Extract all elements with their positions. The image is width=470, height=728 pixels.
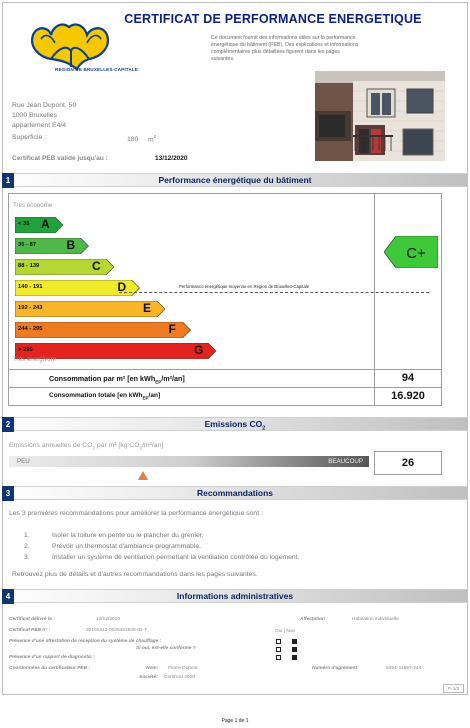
energy-class-letter: A — [41, 217, 50, 231]
energy-class-b — [15, 238, 89, 254]
affectation-label: Affectation : — [300, 617, 328, 622]
energy-class-e — [15, 301, 165, 317]
section-1-header — [2, 173, 468, 187]
section-2-header — [2, 417, 468, 431]
section-4-number: 4 — [2, 589, 14, 604]
current-class-value: C+ — [406, 245, 426, 262]
energy-class-range: 192 - 243 — [18, 305, 43, 311]
address-street: Rue Jean Dupont, 50 — [12, 102, 77, 109]
conforme-yes-checkbox — [276, 647, 281, 652]
certifier-company-label: Société: — [139, 675, 158, 680]
heating-attestation-label: Présence d'une attestation de réception du système de chauffage : — [9, 639, 162, 644]
energy-class-range: 35 - 87 — [18, 242, 37, 248]
recommendation-item: 3. Installer un système de ventilation permettant la ventilation contrôlée du logement. — [24, 554, 300, 561]
average-performance-label: Performance énergétique moyenne en Région de Bruxelles-Capitale — [179, 284, 310, 289]
diagnostic-no-checkbox — [292, 655, 297, 660]
emissions-value: 26 — [374, 451, 442, 475]
recommendations-intro: Les 3 premières recommandations pour améliorer la performance énergétique sont : — [9, 510, 263, 517]
section-3-number: 3 — [2, 486, 14, 501]
label-very-economical: Très économe — [13, 202, 53, 209]
validity-label: Certificat PEB valide jusqu'au : — [12, 155, 108, 162]
attestation-yes-checkbox — [276, 639, 281, 644]
conforme-no-checkbox — [292, 647, 297, 652]
yes-no-header: Oui | Non — [275, 629, 296, 634]
emissions-marker-icon — [138, 471, 148, 480]
energy-class-range: < 35 — [18, 221, 30, 227]
recommendations-list — [24, 530, 299, 563]
energy-class-letter: F — [168, 322, 176, 336]
accreditation-label: Numéro d'agrément: — [312, 666, 359, 671]
surface-unit: $m^2$ — [148, 134, 157, 144]
energy-divider — [374, 194, 375, 369]
section-3-header — [2, 486, 468, 500]
energy-class-d — [15, 280, 140, 296]
heating-attestation-sub: Si oui, est-elle conforme ? — [136, 646, 196, 651]
building-photo — [315, 71, 445, 161]
consumption-total-row — [9, 387, 441, 405]
energy-class-letter: E — [143, 301, 152, 315]
section-2-title: Emissions $CO_2$ — [204, 419, 266, 432]
energy-class-range: 140 - 191 — [18, 284, 43, 290]
energy-performance-box — [8, 193, 442, 406]
section-4-header — [2, 589, 468, 603]
section-4-title: Informations administratives — [176, 591, 294, 601]
energy-class-letter: D — [117, 280, 127, 294]
certifier-label: Coordonnées du certificateur PEB : — [9, 666, 91, 671]
peb-number-label: Certificat PEB n° : — [9, 628, 51, 633]
energy-class-c — [15, 259, 114, 275]
property-address — [12, 101, 76, 131]
peb-number-value: 20101212-0025452548-01-7 — [86, 628, 147, 633]
energy-class-letter: G — [194, 343, 204, 357]
recommendation-item: 2. Prévoir un thermostat d'ambiance programmable. — [24, 543, 202, 550]
section-1-number: 1 — [2, 173, 14, 188]
consumption-per-m2-label: Consommation par m² [en kWh$_{EP}$/m²/an] — [49, 374, 185, 385]
label-very-energy-intensive: Très énergivore — [13, 356, 57, 363]
diagnostic-yes-checkbox — [276, 655, 281, 660]
certifier-name-value: Pierre Dupont — [168, 666, 198, 671]
page-title: CERTIFICAT DE PERFORMANCE ENERGETIQUE — [124, 12, 422, 26]
consumption-total-label: Consommation totale [en kWh$_{EP}$/an] — [49, 392, 161, 401]
address-unit: appartement E4/4 — [12, 122, 67, 129]
emissions-label: Emissions annuelles de $CO_2$ par m² [kg $CO_2/m^2/an$] — [9, 442, 164, 451]
section-2-number: 2 — [2, 417, 14, 432]
energy-class-range: 88 - 139 — [18, 263, 40, 269]
page-marker: P. 1/3 — [443, 684, 464, 693]
emissions-high-label: BEAUCOUP — [328, 458, 363, 465]
energy-class-f — [15, 322, 191, 338]
consumption-total-value: 16.920 — [374, 388, 441, 405]
energy-class-a — [15, 217, 63, 233]
accreditation-value: 5454-43697-244 — [386, 666, 422, 671]
certifier-name-label: Nom: — [146, 666, 159, 671]
surface-label: Superficie : — [12, 134, 47, 141]
recommendation-item: 1. Isoler la toiture en pente ou le plancher du grenier. — [24, 532, 204, 539]
page-footer: Page 1 de 1 — [221, 718, 249, 724]
section-1-title: Performance énergétique du bâtiment — [158, 175, 312, 185]
emissions-scale-bar — [9, 456, 369, 467]
validity-date: 13/12/2020 — [155, 155, 188, 162]
issued-label: Certificat délivré le : — [9, 617, 55, 622]
energy-class-range: 244 - 295 — [18, 326, 43, 332]
attestation-no-checkbox — [292, 639, 297, 644]
consumption-per-m2-row — [9, 369, 441, 387]
affectation-value: Habitation individuelle — [352, 617, 399, 622]
average-performance-line — [119, 292, 429, 293]
address-city: 1000 Bruxelles — [12, 112, 57, 119]
recommendations-more: Retrouvez plus de détails et d'autres recommandations dans les pages suivantes. — [12, 571, 258, 578]
issued-value: 12/12/2010 — [96, 617, 121, 622]
diagnostic-label: Présence d'un rapport de diagnostic : — [9, 655, 95, 660]
consumption-per-m2-value: 94 — [374, 370, 441, 387]
section-3-title: Recommandations — [196, 488, 274, 498]
emissions-low-label: PEU — [17, 458, 30, 465]
energy-class-range: > 295 — [18, 347, 33, 353]
current-class-badge — [384, 236, 438, 268]
surface-value: 180 — [127, 136, 139, 143]
energy-class-letter: B — [66, 238, 76, 252]
certifier-company-value: Certificat 2000 — [164, 675, 195, 680]
logo-caption: RÉGION DE BRUXELLES-CAPITALE — [55, 67, 139, 72]
energy-class-letter: C — [92, 259, 101, 273]
intro-text: Ce document fournit des informations utiles sur la performance énergétique du bâtiment (PEB). Des explications et informations complémentaires plus détaillées figurent dans les pages suivantes. — [211, 35, 359, 62]
